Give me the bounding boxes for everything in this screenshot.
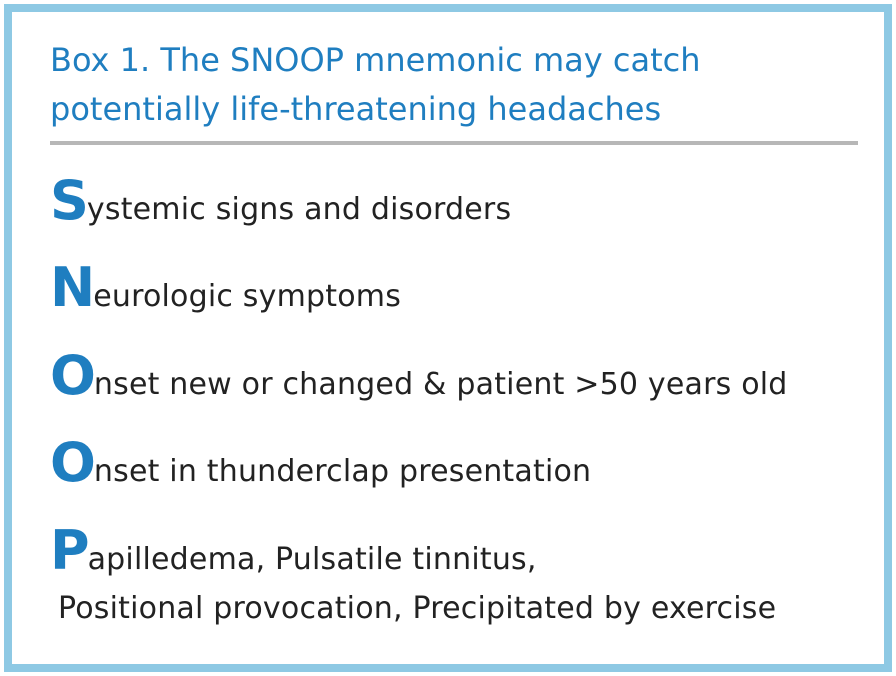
snoop-box	[4, 4, 892, 672]
box-title-line-1: Box 1. The SNOOP mnemonic may catch	[50, 41, 701, 79]
mnemonic-item-p-continuation: Positional provocation, Precipitated by exercise	[58, 591, 777, 626]
mnemonic-letter: S	[50, 169, 87, 232]
box-title-line-2: potentially life-threatening headaches	[50, 90, 662, 128]
mnemonic-item-o-thunderclap	[50, 431, 592, 494]
mnemonic-letter: N	[50, 256, 94, 319]
mnemonic-item-s	[50, 169, 512, 232]
mnemonic-text: eurologic symptoms	[93, 279, 402, 314]
mnemonic-item-n	[50, 256, 402, 319]
mnemonic-letter: P	[50, 519, 88, 582]
mnemonic-text: apilledema, Pulsatile tinnitus,	[87, 542, 537, 577]
mnemonic-letter: O	[50, 344, 94, 407]
mnemonic-text: nset new or changed & patient >50 years old	[93, 367, 788, 402]
title-divider	[50, 141, 858, 145]
box-title	[50, 36, 700, 134]
mnemonic-text: nset in thunderclap presentation	[93, 454, 592, 489]
mnemonic-text: ystemic signs and disorders	[86, 192, 512, 227]
mnemonic-item-p	[50, 519, 537, 582]
mnemonic-item-o-onset-new	[50, 344, 788, 407]
mnemonic-letter: O	[50, 431, 94, 494]
